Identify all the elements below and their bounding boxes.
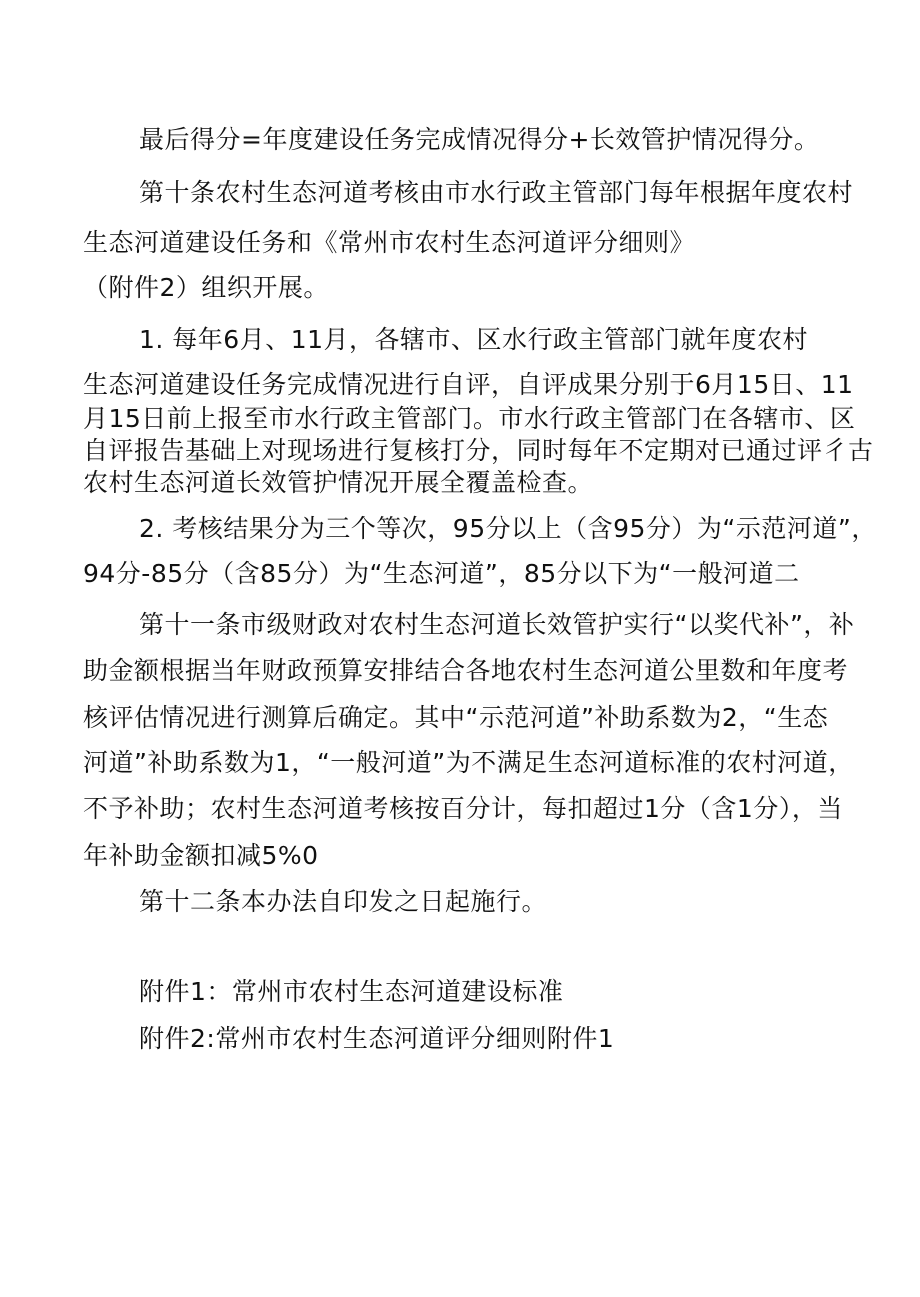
text-line-article-10: 第十条农村生态河道考核由市水行政主管部门每年根据年度农村	[139, 178, 854, 207]
text-line: （附件2）组织开展。	[83, 273, 329, 302]
text-line-score-formula: 最后得分=年度建设任务完成情况得分+长效管护情况得分。	[139, 125, 820, 154]
text-line: 核评估情况进行测算后确定。其中“示范河道”补助系数为2，“生态	[83, 703, 829, 732]
text-line-item-1: 1. 每年6月、11月，各辖市、区水行政主管部门就年度农村	[139, 325, 809, 354]
text-line: 生态河道建设任务完成情况进行自评，自评成果分别于6月15日、11	[83, 370, 854, 399]
text-line: 自评报告基础上对现场进行复核打分，同时每年不定期对已通过评彳古	[83, 436, 874, 465]
text-line: 年补助金额扣减5%0	[83, 841, 319, 870]
text-line: 月15日前上报至市水行政主管部门。市水行政主管部门在各辖市、区	[83, 404, 856, 433]
text-line: 农村生态河道长效管护情况开展全覆盖检查。	[83, 468, 594, 497]
text-line-article-12: 第十二条本办法自印发之日起施行。	[139, 887, 548, 916]
text-line: 94分-85分（含85分）为“生态河道”，85分以下为“一般河道二	[83, 559, 800, 588]
text-line-item-2: 2. 考核结果分为三个等次，95分以上（含95分）为“示范河道”，	[139, 514, 877, 543]
text-line: 不予补助；农村生态河道考核按百分计，每扣超过1分（含1分），当	[83, 794, 843, 823]
text-line: 生态河道建设任务和《常州市农村生态河道评分细则》	[83, 228, 696, 257]
text-line: 助金额根据当年财政预算安排结合各地农村生态河道公里数和年度考	[83, 656, 849, 685]
text-line-article-11: 第十一条市级财政对农村生态河道长效管护实行“以奖代补”，补	[139, 610, 855, 639]
attachment-1-line: 附件1：常州市农村生态河道建设标准	[139, 977, 564, 1006]
attachment-2-line: 附件2:常州市农村生态河道评分细则附件1	[139, 1024, 615, 1053]
text-line: 河道”补助系数为1，“一般河道”为不满足生态河道标准的农村河道，	[83, 748, 854, 777]
